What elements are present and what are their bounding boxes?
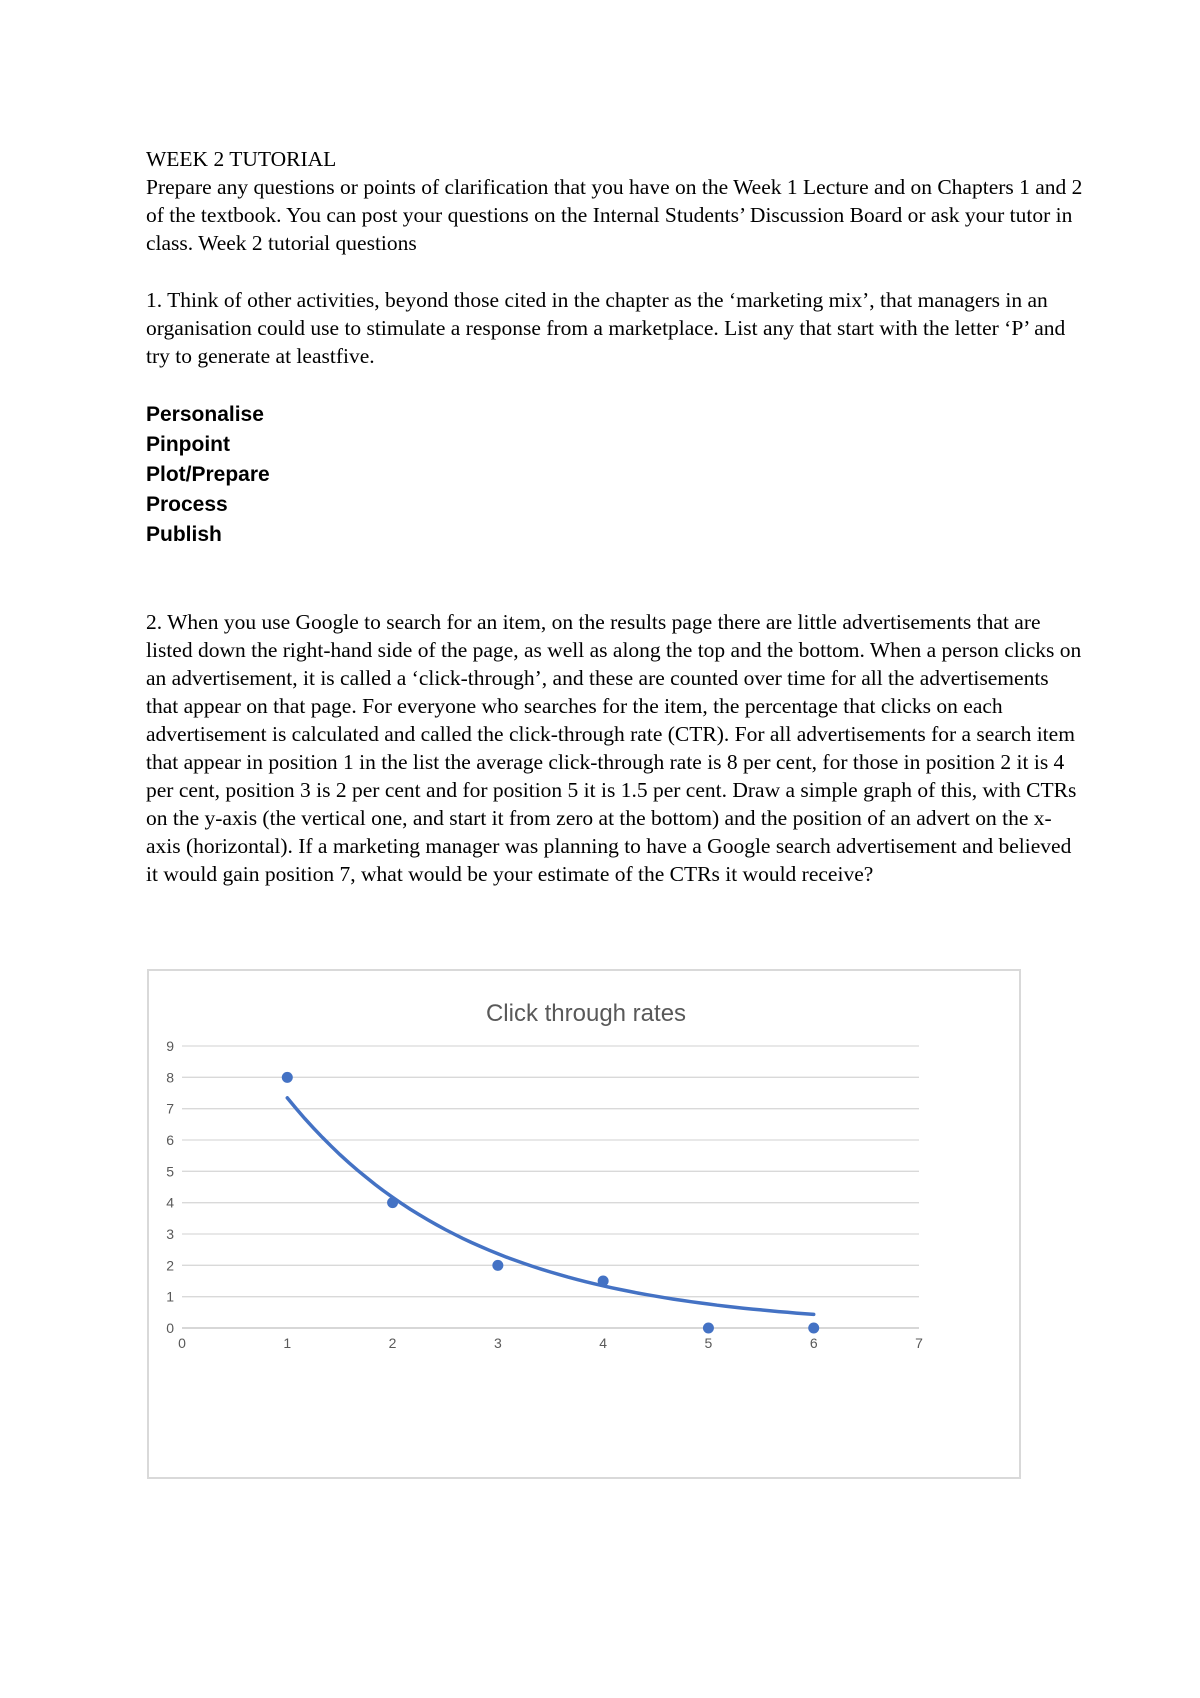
intro-section (146, 145, 1086, 257)
x-tick-label: 7 (915, 1335, 923, 1351)
y-tick-label: 5 (166, 1163, 174, 1180)
ctr-chart (147, 969, 1021, 1479)
chart-title: Click through rates (485, 1000, 687, 1027)
data-point (387, 1197, 398, 1208)
x-tick-label: 4 (599, 1335, 608, 1351)
x-tick-label: 5 (704, 1335, 713, 1351)
y-tick-label: 7 (166, 1100, 174, 1117)
answer-item: Pinpoint (146, 433, 230, 456)
gridlines (182, 1046, 919, 1328)
answer-item: Publish (146, 523, 222, 546)
chart-canvas (149, 971, 1023, 1481)
y-tick-label: 1 (166, 1288, 174, 1305)
x-tick-label: 2 (388, 1335, 397, 1351)
data-point (703, 1323, 714, 1334)
y-tick-label: 2 (166, 1257, 174, 1274)
data-point (808, 1323, 819, 1334)
y-tick-label: 4 (166, 1194, 174, 1211)
answer-item: Personalise (146, 403, 264, 426)
data-point (282, 1072, 293, 1083)
intro-paragraph: Prepare any questions or points of clarification that you have on the Week 1 Lecture and on Chapters 1 and 2 of the textbook. You can post your questions on the Internal Students’ Discussion Board or ask your tutor in class. Week 2 tutorial questions (146, 175, 1083, 255)
y-tick-label: 3 (166, 1226, 174, 1242)
y-tick-label: 0 (166, 1320, 174, 1336)
y-axis-ticks (166, 1038, 174, 1336)
y-tick-label: 6 (166, 1132, 174, 1148)
trendline-layer (287, 1098, 813, 1315)
question-1: 1. Think of other activities, beyond those cited in the chapter as the ‘marketing mix’, that managers in an organisation could use to stimulate a response from a marketplace. List any that start with the letter ‘P’ and try to generate at leastfive. (146, 288, 1066, 368)
data-point (492, 1260, 503, 1271)
document-heading: WEEK 2 TUTORIAL (146, 147, 337, 171)
answer-item: Process (146, 493, 228, 516)
question-2: 2. When you use Google to search for an item, on the results page there are little advertisements that are listed down the right-hand side of the page, as well as along the top and the bottom. When a person clicks on an advertisement, it is called a ‘click-through’, and these are counted over time for all the advertisements that appear on that page. For everyone who searches for the item, the percentage that clicks on each advertisement is calculated and called the click-through rate (CTR). For all advertisements for a search item that appear in position 1 in the list the average click-through rate is 8 per cent, for those in position 2 it is 4 per cent, position 3 is 2 per cent and for position 5 it is 1.5 per cent. Draw a simple graph of this, with CTRs on the y-axis (the vertical one, and start it from zero at the bottom) and the position of an advert on the x-axis (horizontal). If a marketing manager was planning to have a Google search advertisement and believed it would gain position 7, what would be your estimate of the CTRs it would receive? (146, 610, 1082, 886)
answer-item: Plot/Prepare (146, 463, 270, 486)
y-tick-label: 8 (166, 1069, 174, 1086)
x-tick-label: 3 (493, 1335, 502, 1351)
y-tick-label: 9 (166, 1038, 174, 1054)
x-tick-label: 0 (178, 1335, 186, 1351)
data-point (598, 1276, 609, 1287)
answer-list (146, 400, 270, 550)
x-tick-label: 1 (283, 1335, 292, 1351)
x-tick-label: 6 (809, 1335, 818, 1351)
trendline (287, 1098, 813, 1315)
x-axis-ticks (178, 1335, 923, 1351)
